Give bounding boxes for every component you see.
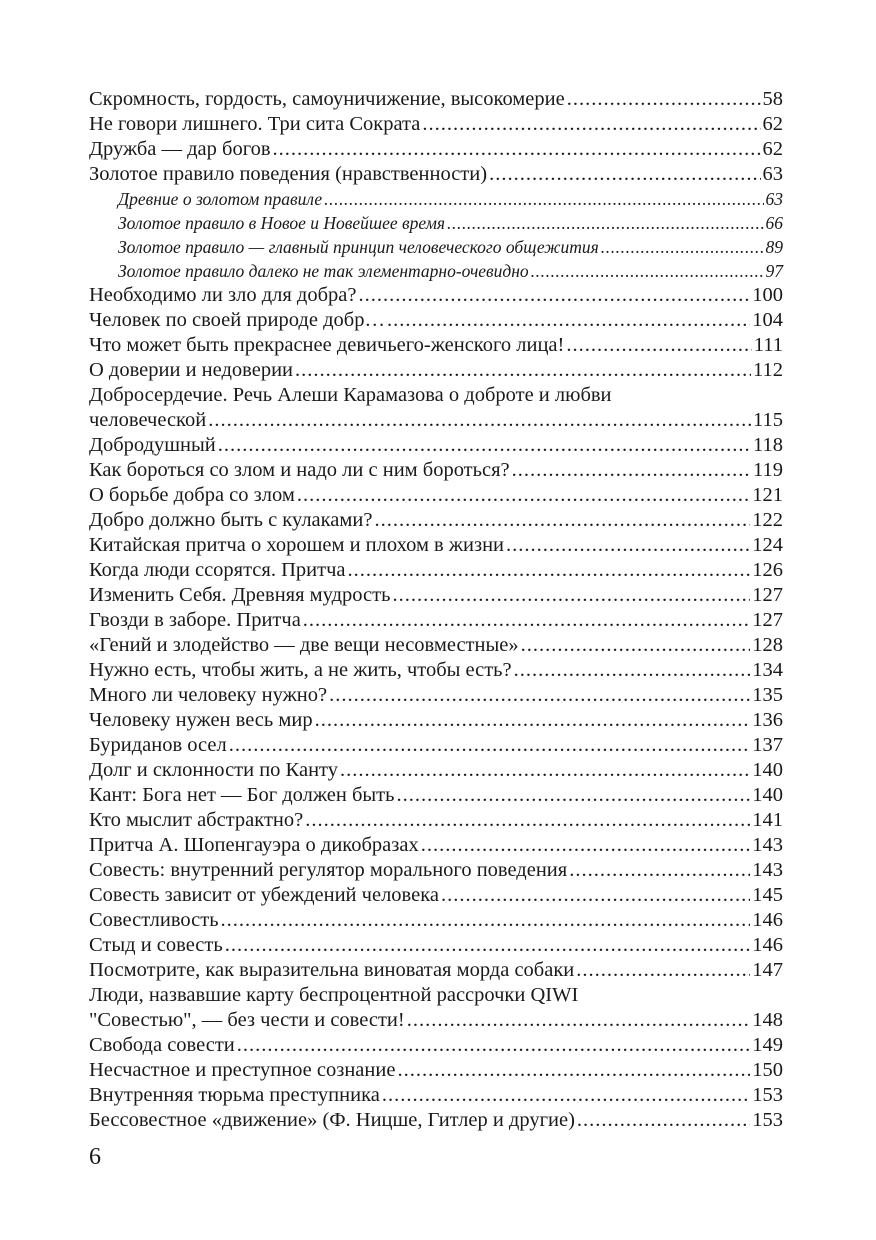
toc-entry-page: 111 — [753, 334, 783, 356]
toc-entry — [89, 508, 783, 533]
dot-leader — [392, 583, 750, 608]
toc-entry-page: 146 — [752, 909, 783, 931]
toc-entry-page: 104 — [752, 309, 783, 331]
toc-entry-first-line: Добросердечие. Речь Алеши Карамазова о доброте и любви — [89, 384, 612, 406]
dot-leader — [208, 408, 751, 433]
toc-entry-page: 112 — [753, 359, 783, 381]
toc-entry — [89, 112, 783, 137]
toc-entry-title: Древние о золотом правиле — [118, 189, 323, 209]
toc-entry-title: Несчастное и преступное сознание — [89, 1059, 396, 1081]
dot-leader — [601, 235, 764, 259]
toc-entry-page: 63 — [762, 163, 783, 185]
dot-leader — [567, 87, 761, 112]
toc-entry-title: Необходимо ли зло для добра? — [89, 284, 357, 306]
toc-entry-page: 143 — [752, 859, 783, 881]
dot-leader — [387, 308, 750, 333]
toc-entry-page: 145 — [752, 884, 783, 906]
dot-leader — [382, 1083, 750, 1108]
toc-entry — [89, 608, 783, 633]
toc-entry-page: 63 — [765, 189, 783, 209]
toc-entry-title: Нужно есть, чтобы жить, а не жить, чтобы есть? — [89, 659, 512, 681]
toc-entry-page: 127 — [752, 609, 783, 631]
toc-entry — [89, 708, 783, 733]
toc-entry-page: 135 — [752, 684, 783, 706]
dot-leader — [358, 283, 750, 308]
toc-entry — [89, 1108, 783, 1133]
toc-entry — [89, 833, 783, 858]
toc-entry-title: Добро должно быть с кулаками? — [89, 509, 373, 531]
toc-entry — [89, 358, 783, 383]
toc-entry-title: Изменить Себя. Древняя мудрость — [89, 584, 391, 606]
page-number: 6 — [89, 1144, 101, 1170]
toc-entry-title: человеческой — [89, 409, 207, 431]
toc-entry — [89, 1058, 783, 1083]
toc-entry-page: 122 — [752, 509, 783, 531]
dot-leader — [329, 683, 750, 708]
toc-entry-title: Золотое правило в Новое и Новейшее время — [118, 213, 446, 233]
dot-leader — [237, 1033, 750, 1058]
dot-leader — [324, 187, 763, 211]
dot-leader — [512, 458, 751, 483]
toc-entry-page: 128 — [752, 634, 783, 656]
toc-entry-title: Бессовестное «движение» (Ф. Ницше, Гитлер и другие) — [89, 1109, 575, 1131]
toc-entry-title: Дружба — дар богов — [89, 138, 271, 160]
toc-entry — [89, 162, 783, 187]
dot-leader — [221, 908, 751, 933]
toc-entry-page: 89 — [765, 237, 783, 257]
toc-entry-title: Посмотрите, как выразительна виноватая морда собаки — [89, 959, 575, 981]
dot-leader — [531, 259, 764, 283]
toc-entry-page: 115 — [753, 409, 783, 431]
toc-entry — [89, 583, 783, 608]
toc-entry-page: 136 — [752, 709, 783, 731]
toc-entry-first-line: Люди, назвавшие карту беспроцентной рассрочки QIWI — [89, 984, 579, 1006]
dot-leader — [273, 137, 761, 162]
toc-entry — [89, 433, 783, 458]
dot-leader — [397, 1058, 750, 1083]
dot-leader — [218, 433, 751, 458]
dot-leader — [374, 508, 750, 533]
toc-entry-title: Гвозди в заборе. Притча — [89, 609, 301, 631]
toc-entry-title: Китайская притча о хорошем и плохом в жизни — [89, 534, 505, 556]
toc-entry-title: Совесть зависит от убеждений человека — [89, 884, 439, 906]
dot-leader — [315, 708, 751, 733]
toc-entry-page: 134 — [752, 659, 783, 681]
toc-entry-page: 62 — [762, 138, 783, 160]
dot-leader — [295, 358, 751, 383]
toc-entry-page: 141 — [752, 809, 783, 831]
toc-entry-title: Внутренняя тюрьма преступника — [89, 1084, 380, 1106]
toc-entry-title: Буриданов осел — [89, 734, 227, 756]
toc-entry-title: Человеку нужен весь мир — [89, 709, 313, 731]
toc-entry-page: 148 — [752, 1009, 783, 1031]
toc-entry — [89, 483, 783, 508]
toc-entry-title: Совесть: внутренний регулятор морального поведения — [89, 859, 568, 881]
toc-entry — [89, 958, 783, 983]
table-of-contents — [89, 87, 783, 1133]
toc-entry-title: О доверии и недоверии — [89, 359, 294, 381]
toc-entry-title: Когда люди ссорятся. Притча — [89, 559, 346, 581]
toc-subentry — [89, 187, 783, 211]
dot-leader — [305, 808, 750, 833]
toc-entry — [89, 408, 783, 433]
dot-leader — [521, 633, 751, 658]
toc-entry — [89, 808, 783, 833]
toc-entry-page: 140 — [752, 784, 783, 806]
toc-entry-page: 146 — [752, 934, 783, 956]
toc-entry-page: 124 — [752, 534, 783, 556]
dot-leader — [229, 733, 751, 758]
toc-entry — [89, 783, 783, 808]
toc-entry-title: Золотое правило поведения (нравственности) — [89, 163, 488, 185]
toc-entry-title: Долг и склонности по Канту — [89, 759, 338, 781]
toc-entry-page: 121 — [752, 484, 783, 506]
toc-entry-page: 119 — [753, 459, 783, 481]
toc-entry — [89, 933, 783, 958]
toc-entry-page: 127 — [752, 584, 783, 606]
dot-leader — [576, 958, 750, 983]
toc-entry-page: 153 — [752, 1109, 783, 1131]
toc-entry-page: 58 — [762, 88, 783, 110]
dot-leader — [407, 1008, 751, 1033]
toc-entry — [89, 308, 783, 333]
toc-entry-page: 118 — [753, 434, 783, 456]
dot-leader — [514, 658, 751, 683]
toc-entry-title: О борьбе добра со злом — [89, 484, 295, 506]
toc-entry-page: 66 — [765, 213, 783, 233]
toc-entry — [89, 733, 783, 758]
toc-entry-page: 97 — [765, 261, 783, 281]
toc-entry-page: 153 — [752, 1084, 783, 1106]
toc-entry — [89, 87, 783, 112]
toc-entry — [89, 883, 783, 908]
toc-entry-page: 137 — [752, 734, 783, 756]
toc-entry — [89, 758, 783, 783]
toc-entry-page: 126 — [752, 559, 783, 581]
dot-leader — [225, 933, 751, 958]
dot-leader — [489, 162, 760, 187]
toc-entry-title: Кант: Бога нет — Бог должен быть — [89, 784, 395, 806]
toc-entry-title: Свобода совести — [89, 1034, 235, 1056]
toc-entry-title: Золотое правило далеко не так элементарно-очевидно — [118, 261, 529, 281]
dot-leader — [566, 333, 751, 358]
toc-entry — [89, 633, 783, 658]
dot-leader — [340, 758, 750, 783]
toc-entry-page: 149 — [752, 1034, 783, 1056]
toc-entry — [89, 1033, 783, 1058]
dot-leader — [303, 608, 750, 633]
dot-leader — [347, 558, 750, 583]
toc-entry-title: Как бороться со злом и надо ли с ним бороться? — [89, 459, 510, 481]
dot-leader — [441, 883, 750, 908]
dot-leader — [569, 858, 750, 883]
toc-entry-title: Притча А. Шопенгауэра о дикобразах — [89, 834, 419, 856]
toc-entry-page: 140 — [752, 759, 783, 781]
toc-subentry — [89, 211, 783, 235]
toc-entry-page: 143 — [752, 834, 783, 856]
toc-entry-title: Совестливость — [89, 909, 219, 931]
toc-entry-page: 147 — [752, 959, 783, 981]
toc-subentry — [89, 259, 783, 283]
toc-entry-title: Что может быть прекраснее девичьего-женского лица! — [89, 334, 565, 356]
dot-leader — [297, 483, 750, 508]
dot-leader — [577, 1108, 750, 1133]
toc-entry — [89, 558, 783, 583]
toc-entry-title: Кто мыслит абстрактно? — [89, 809, 304, 831]
dot-leader — [421, 833, 751, 858]
toc-subentry — [89, 235, 783, 259]
toc-entry — [89, 1083, 783, 1108]
toc-entry-title: Золотое правило — главный принцип человеческого общежития — [118, 237, 599, 257]
toc-entry-title: Человек по своей природе добр… — [89, 309, 385, 331]
dot-leader — [506, 533, 750, 558]
toc-entry — [89, 137, 783, 162]
dot-leader — [447, 211, 763, 235]
toc-entry — [89, 458, 783, 483]
toc-entry — [89, 658, 783, 683]
toc-entry-title: Добродушный — [89, 434, 216, 456]
toc-entry-page: 150 — [752, 1059, 783, 1081]
toc-entry-title: Стыд и совесть — [89, 934, 223, 956]
toc-entry-title: Не говори лишнего. Три сита Сократа — [89, 113, 421, 135]
toc-entry-title: "Совестью", — без чести и совести! — [89, 1009, 405, 1031]
toc-entry — [89, 858, 783, 883]
dot-leader — [396, 783, 750, 808]
toc-entry-page: 100 — [752, 284, 783, 306]
dot-leader — [422, 112, 760, 137]
toc-entry — [89, 908, 783, 933]
toc-entry — [89, 683, 783, 708]
toc-entry-title: Скромность, гордость, самоуничижение, высокомерие — [89, 88, 565, 110]
toc-entry — [89, 533, 783, 558]
toc-entry-title: Много ли человеку нужно? — [89, 684, 328, 706]
toc-entry — [89, 333, 783, 358]
toc-entry-title: «Гений и злодейство — две вещи несовместные» — [89, 634, 519, 656]
toc-entry-page: 62 — [762, 113, 783, 135]
toc-entry — [89, 283, 783, 308]
toc-entry — [89, 1008, 783, 1033]
